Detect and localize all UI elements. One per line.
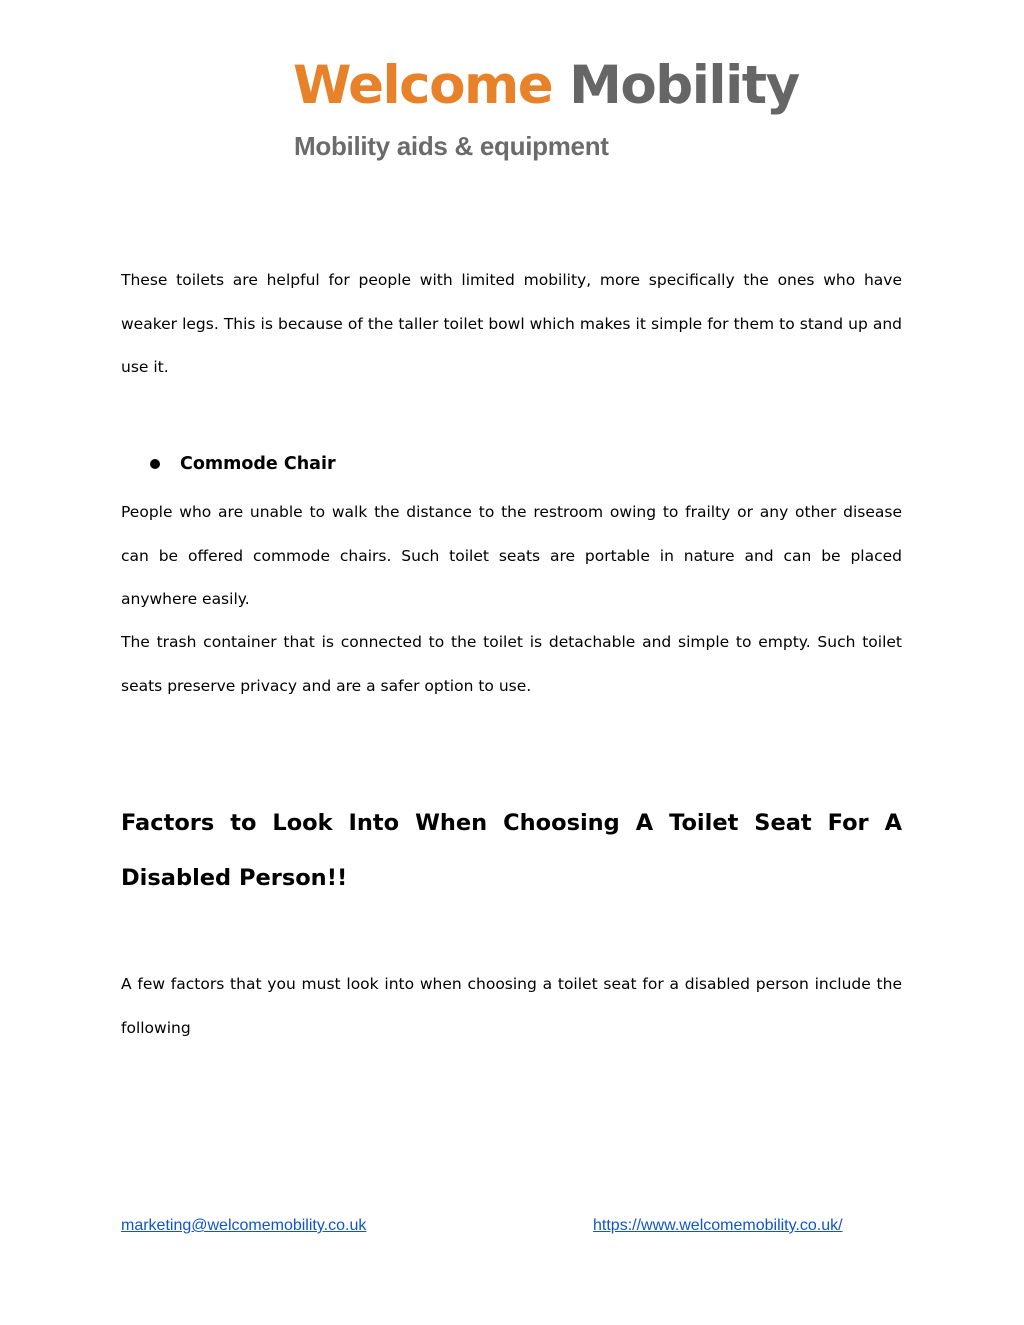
logo-word-welcome: Welcome bbox=[293, 55, 553, 116]
bullet-title: Commode Chair bbox=[180, 454, 336, 474]
brand-logo bbox=[293, 54, 799, 174]
commode-paragraph-2: The trash container that is connected to the toilet is detachable and simple to empty. Such toilet seats preserve privacy and are a safer option to use. bbox=[121, 633, 902, 695]
commode-paragraph-1: People who are unable to walk the distance to the restroom owing to frailty or any other disease can be offered commode chairs. Such toilet seats are portable in nature and can be placed anywhere easily. bbox=[121, 503, 902, 608]
section-heading: Factors to Look Into When Choosing A Toilet Seat For A Disabled Person!! bbox=[121, 810, 902, 891]
footer-email-link[interactable]: marketing@welcomemobility.co.uk bbox=[121, 1217, 367, 1234]
bullet-commode-chair bbox=[150, 448, 336, 480]
logo-word-mobility: Mobility bbox=[569, 55, 799, 116]
logo-tagline: Mobility aids & equipment bbox=[294, 131, 609, 161]
logo-wordmark bbox=[293, 54, 799, 118]
bullet-dot-icon bbox=[150, 459, 160, 469]
factors-paragraph: A few factors that you must look into when choosing a toilet seat for a disabled person include the following bbox=[121, 975, 902, 1037]
footer-website-link[interactable]: https://www.welcomemobility.co.uk/ bbox=[593, 1217, 843, 1234]
intro-paragraph: These toilets are helpful for people with limited mobility, more specifically the ones who have weaker legs. This is because of the taller toilet bowl which makes it simple for them to stand up and use it. bbox=[121, 271, 902, 376]
